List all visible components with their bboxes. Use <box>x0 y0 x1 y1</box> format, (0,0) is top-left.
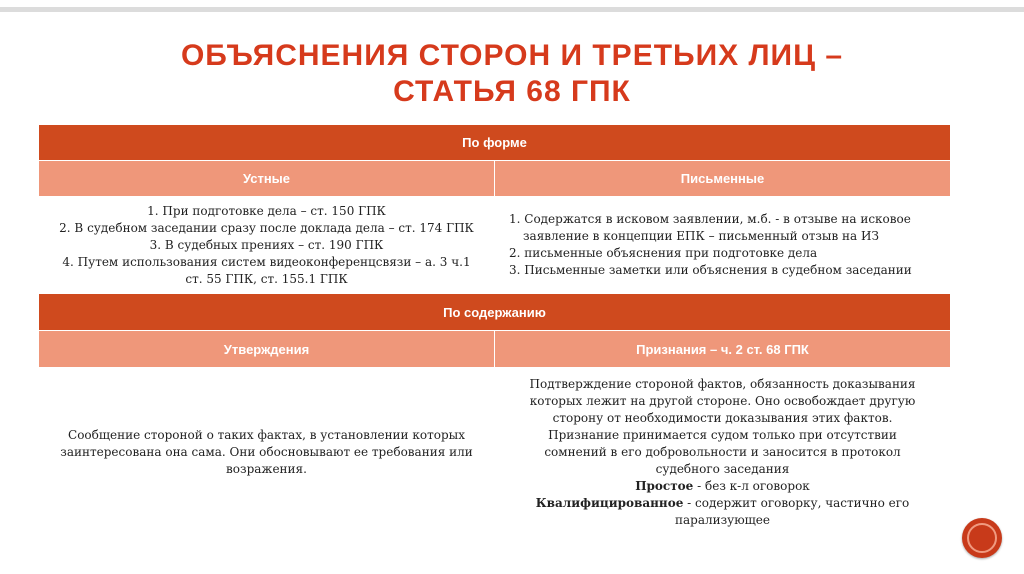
text-line: которых лежит на другой стороне. Оно освобождает другую <box>529 393 916 408</box>
title-line-1: ОБЪЯСНЕНИЯ СТОРОН И ТРЕТЬИХ ЛИЦ – <box>180 39 844 72</box>
oral-column-header: Устные <box>39 161 495 197</box>
admissions-column-header: Признания – ч. 2 ст. 68 ГПК <box>495 331 951 368</box>
content-section-header: По содержанию <box>39 294 951 331</box>
qualified-admission-line <box>501 495 944 512</box>
list-item: 2. В судебном заседании сразу после доклада дела – ст. 174 ГПК <box>59 220 474 235</box>
form-section-header: По форме <box>39 125 951 161</box>
text-line: сомнений в его добровольности и заносится в протокол <box>544 444 901 459</box>
written-forms-cell <box>495 197 951 294</box>
text-line: Подтверждение стороной фактов, обязанность доказывания <box>529 376 916 391</box>
slide-title <box>0 38 1024 110</box>
list-item: 3. Письменные заметки или объяснения в судебном заседании <box>509 263 912 277</box>
qualified-description: - содержит оговорку, частично его <box>683 495 910 510</box>
simple-description: - без к-л оговорок <box>693 478 810 493</box>
admissions-cell <box>495 368 951 537</box>
oral-forms-cell <box>39 197 495 294</box>
comparison-table <box>38 124 951 537</box>
form-content-row <box>39 197 951 294</box>
content-section-row <box>39 294 951 331</box>
statements-column-header: Утверждения <box>39 331 495 368</box>
statements-cell: Сообщение стороной о таких фактах, в установлении которых заинтересована она сама. Они обосновывают ее требования или возражения. <box>39 368 495 537</box>
form-section-row <box>39 125 951 161</box>
list-item: 2. письменные объяснения при подготовке дела <box>509 246 818 260</box>
top-decorative-stripe <box>0 7 1024 12</box>
simple-admission-line <box>501 478 944 495</box>
text-line: сторону от необходимости доказывания этих фактов. <box>552 410 893 425</box>
content-subheader-row <box>39 331 951 368</box>
list-item: ст. 55 ГПК, ст. 155.1 ГПК <box>185 271 348 286</box>
qualified-label: Квалифицированное <box>535 495 684 510</box>
text-line: Признание принимается судом только при отсутствии <box>548 427 897 442</box>
list-item: 1. При подготовке дела – ст. 150 ГПК <box>147 203 386 218</box>
list-item: 3. В судебных прениях – ст. 190 ГПК <box>149 237 384 252</box>
slide-badge-icon <box>962 518 1002 558</box>
list-item: 4. Путем использования систем видеоконференцсвязи – а. 3 ч.1 <box>62 254 471 269</box>
simple-label: Простое <box>635 478 694 493</box>
content-body-row <box>39 368 951 537</box>
written-column-header: Письменные <box>495 161 951 197</box>
qualified-admission-line-2: парализующее <box>674 512 771 527</box>
list-item: 1. Содержатся в исковом заявлении, м.б. - в отзыве на исковое заявление в концепции ЕПК – письменный отзыв на ИЗ <box>509 212 911 243</box>
title-line-2: СТАТЬЯ 68 ГПК <box>393 75 631 108</box>
text-line: судебного заседания <box>655 461 790 476</box>
form-subheader-row <box>39 161 951 197</box>
